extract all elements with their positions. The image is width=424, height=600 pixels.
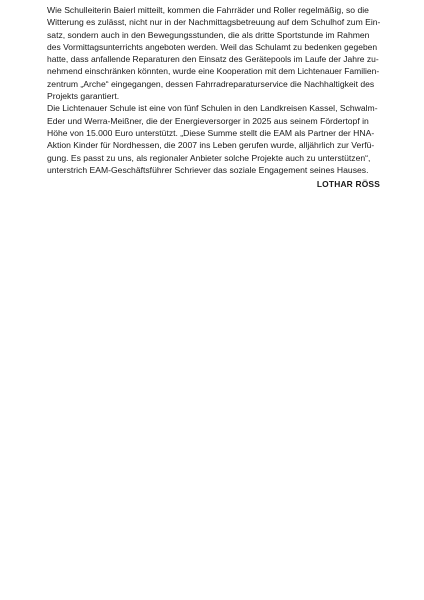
text-line: Die Lichtenauer Schule ist eine von fünf Schulen in den Landkreisen Kassel, Schwalm- (47, 103, 378, 114)
paragraph-1 (47, 4, 380, 102)
article-body (47, 4, 380, 190)
paragraph-2 (47, 102, 380, 176)
text-line: Eder und Werra-Meißner, die der Energieversorger in 2025 aus seinem Fördertopf in (47, 115, 369, 126)
text-line: gung. Es passt zu uns, als regionaler Anbieter solche Projekte auch zu unterstützen“, (47, 152, 371, 163)
text-line: zentrum „Arche“ eingegangen, dessen Fahrradreparaturservice die Nachhaltigkeit des (47, 78, 375, 89)
text-line: hatte, dass anfallende Reparaturen den Einsatz des Gerätepools im Laufe der Jahre zu- (47, 54, 379, 65)
text-line: unterstrich EAM-Geschäftsführer Schriever das soziale Engagement seines Hauses. (47, 164, 369, 175)
text-line: nehmend einschränken könnten, wurde eine Kooperation mit dem Lichtenauer Familien- (47, 66, 380, 77)
text-line: Witterung es zulässt, nicht nur in der Nachmittagsbetreuung auf dem Schulhof zum Ein- (47, 17, 381, 28)
text-line: des Vormittagsunterrichts angeboten werden. Weil das Schulamt zu bedenken gegeben (47, 41, 378, 52)
text-line: satz, sondern auch in den Bewegungsstunden, die als dritte Sportstunde im Rahmen (47, 29, 370, 40)
text-line: Wie Schulleiterin Baierl mitteilt, kommen die Fahrräder und Roller regelmäßig, so die (47, 5, 369, 15)
text-line: Aktion Kinder für Nordhessen, die 2007 ins Leben gerufen wurde, alljährlich zur Verfü- (47, 140, 375, 151)
text-line: Höhe von 15.000 Euro unterstützt. „Diese Summe stellt die EAM als Partner der HNA- (47, 127, 375, 138)
text-line: Projekts garantiert. (47, 91, 120, 102)
author-byline: LOTHAR RÖSS (316, 179, 380, 190)
